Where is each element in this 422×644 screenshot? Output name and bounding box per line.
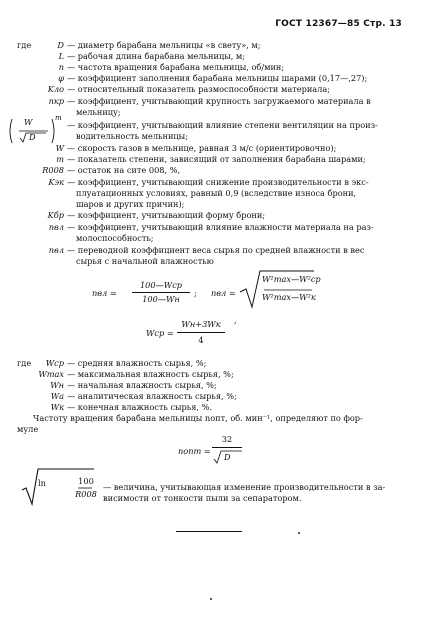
def2-text-3: — аналитическая влажность сырья, %; bbox=[67, 391, 237, 401]
scan-speck bbox=[298, 532, 300, 534]
def-text-8: водительность мельницы; bbox=[76, 131, 188, 141]
formula2-num: Wн+3Wк bbox=[181, 319, 221, 329]
formula2-lhs: Wср = bbox=[146, 328, 174, 338]
def-sym-0: D bbox=[57, 40, 64, 50]
def-sym-12: Kэк bbox=[48, 177, 64, 187]
def2-text-0: — средняя влажность сырья, %; bbox=[67, 358, 207, 368]
def-sym-10: m bbox=[56, 154, 64, 164]
page-header: ГОСТ 12367—85 Стр. 13 bbox=[275, 19, 402, 29]
def-text-13: плуатационных условиях, равный 0,9 (вследствие износа брони, bbox=[76, 188, 357, 198]
formula4-radical bbox=[20, 468, 96, 506]
def-sym-2: n bbox=[58, 62, 64, 72]
where-word-2: где bbox=[17, 358, 32, 368]
def-sym-18: nвл bbox=[48, 245, 64, 255]
def2-text-4: — конечная влажность сырья, %. bbox=[67, 402, 212, 412]
def-text-19: сырья с начальной влажностью bbox=[76, 256, 214, 266]
def-text-10: — показатель степени, зависящий от заполнения барабана шарами; bbox=[67, 154, 366, 164]
def-text-4: — относительный показатель размоспособности материала; bbox=[67, 84, 331, 94]
formula3-lhs: nопт = bbox=[178, 446, 211, 456]
where-word: где bbox=[17, 40, 32, 50]
def2-sym-2: Wн bbox=[50, 380, 64, 390]
def-text-7: — коэффициент, учитывающий влияние степени вентиляции на произ- bbox=[67, 120, 378, 130]
formula4-text-2: висимости от тонкости пыли за сепаратором. bbox=[103, 493, 302, 503]
def-text-15: — коэффициент, учитывающий форму брони; bbox=[67, 210, 266, 220]
para-line-1: Частоту вращения барабана мельницы nопт, об. мин⁻¹, определяют по фор- bbox=[33, 413, 363, 423]
def-sym-1: L bbox=[58, 51, 64, 61]
formula1-den: 100—Wн bbox=[142, 294, 180, 304]
def2-sym-0: Wср bbox=[45, 358, 64, 368]
formula2-den: 4 bbox=[198, 335, 204, 345]
def2-sym-3: Wа bbox=[50, 391, 64, 401]
def-text-6: мельницу; bbox=[76, 107, 121, 117]
vent-exp: m bbox=[55, 114, 62, 122]
formula1-rden: W²max—W²к bbox=[262, 292, 316, 302]
def-sym-4: Kло bbox=[47, 84, 64, 94]
formula2-tail: , bbox=[234, 315, 237, 325]
def-sym-9: W bbox=[55, 143, 64, 153]
para-line-2: муле bbox=[17, 424, 39, 434]
formula4-ln: ln bbox=[38, 478, 46, 488]
def2-sym-1: Wmax bbox=[38, 369, 64, 379]
def-sym-15: Kбр bbox=[47, 210, 64, 220]
formula4-text-1: — величина, учитывающая изменение производительности в за- bbox=[103, 482, 386, 492]
def-text-9: — скорость газов в мельнице, равная 3 м/с (ориентировочно); bbox=[67, 143, 337, 153]
formula2-bar bbox=[177, 332, 225, 333]
section-end-rule bbox=[176, 531, 242, 532]
def-sym-3: φ bbox=[58, 73, 64, 83]
def-text-0: — диаметр барабана мельницы «в свету», м; bbox=[67, 40, 261, 50]
def2-sym-4: Wк bbox=[50, 402, 64, 412]
vent-den: D bbox=[29, 132, 36, 142]
def-text-3: — коэффициент заполнения барабана мельницы шарами (0,17—,27); bbox=[67, 73, 368, 83]
formula1-bar bbox=[132, 292, 190, 293]
def-text-1: — рабочая длина барабана мельницы, м; bbox=[67, 51, 246, 61]
formula3-bar bbox=[212, 447, 242, 448]
formula4-num: 100 bbox=[78, 476, 94, 486]
formula3-den: D bbox=[224, 452, 231, 462]
formula3-num: 32 bbox=[221, 434, 233, 444]
def-text-14: шаров и других причин); bbox=[76, 199, 185, 209]
def-text-17: молоспособность; bbox=[76, 233, 154, 243]
def-text-18: — переводной коэффициент веса сырья по средней влажности в вес bbox=[67, 245, 365, 255]
formula1-lhs2: nвл = bbox=[211, 288, 236, 298]
def-sym-16: nвл bbox=[48, 222, 64, 232]
def-sym-5: nкр bbox=[48, 96, 64, 106]
formula4-den: R008 bbox=[75, 489, 97, 499]
vent-num: W bbox=[24, 117, 33, 127]
def-text-2: — частота вращения барабана мельницы, об/мин; bbox=[67, 62, 285, 72]
def2-text-2: — начальная влажность сырья, %; bbox=[67, 380, 217, 390]
def-text-5: — коэффициент, учитывающий крупность загружаемого материала в bbox=[67, 96, 371, 106]
def2-text-1: — максимальная влажность сырья, %; bbox=[67, 369, 234, 379]
formula1-sep: ; bbox=[194, 288, 197, 298]
def-sym-11: R008 bbox=[42, 165, 64, 175]
def-text-11: — остаток на сите 008, %, bbox=[67, 165, 181, 175]
def-text-16: — коэффициент, учитывающий влияние влажности материала на раз- bbox=[67, 222, 374, 232]
formula1-rnum: W²max—W²ср bbox=[262, 274, 321, 284]
formula1-lhs: nвл = bbox=[92, 288, 117, 298]
scan-speck bbox=[210, 598, 212, 600]
formula1-num: 100—Wср bbox=[139, 280, 183, 290]
def-text-12: — коэффициент, учитывающий снижение производительности в экс- bbox=[67, 177, 369, 187]
